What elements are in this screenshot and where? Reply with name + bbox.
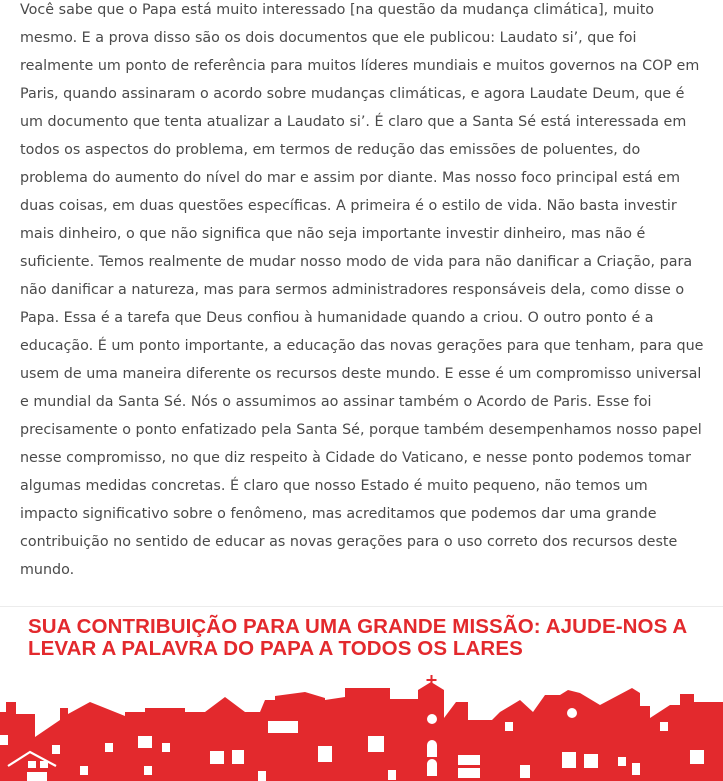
section-divider xyxy=(0,606,723,607)
village-skyline-illustration xyxy=(0,670,723,781)
donation-banner-title[interactable]: SUA CONTRIBUIÇÃO PARA UMA GRANDE MISSÃO: AJUDE-NOS A LEVAR A PALAVRA DO PAPA A TODOS OS LARES xyxy=(28,615,687,660)
article-paragraph: Você sabe que o Papa está muito interessado [na questão da mudança climática], muito mesmo. E a prova disso são os dois documentos que ele publicou: Laudato si’, que foi realmente um ponto de referência para muitos líderes mundiais e muitos governos na COP em Paris, quando assinaram o acordo sobre mudanças climáticas, e agora Laudate Deum, que é um documento que tenta atualizar a Laudato si’. É claro que a Santa Sé está interessada em todos os aspectos do problema, em termos de redução das emissões de poluentes, do problema do aumento do nível do mar e assim por diante. Mas nosso foco principal está em duas coisas, em duas questões específicas. A primeira é o estilo de vida. Não basta investir mais dinheiro, o que não significa que não seja importante investir dinheiro, mas não é suficiente. Temos realmente de mudar nosso modo de vida para não danificar a Criação, para não danificar a natureza, mas para sermos administradores responsáveis dela, como disse o Papa. Essa é a tarefa que Deus confiou à humanidade quando a criou. O outro ponto é a educação. É um ponto importante, a educação das novas gerações para que tenham, para que usem de uma maneira diferente os recursos deste mundo. E esse é um compromisso universal e mundial da Santa Sé. Nós o assumimos ao assinar também o Acordo de Paris. Esse foi precisamente o ponto enfatizado pela Santa Sé, porque também desempenhamos nosso papel nesse compromisso, no que diz respeito à Cidade do Vaticano, e nesse ponto podemos tomar algumas medidas concretas. É claro que nosso Estado é muito pequeno, não temos um impacto significativo sobre o fenômeno, mas acreditamos que podemos dar uma grande contribuição no sentido de educar as novas gerações para o uso correto dos recursos deste mundo. xyxy=(20,2,704,578)
